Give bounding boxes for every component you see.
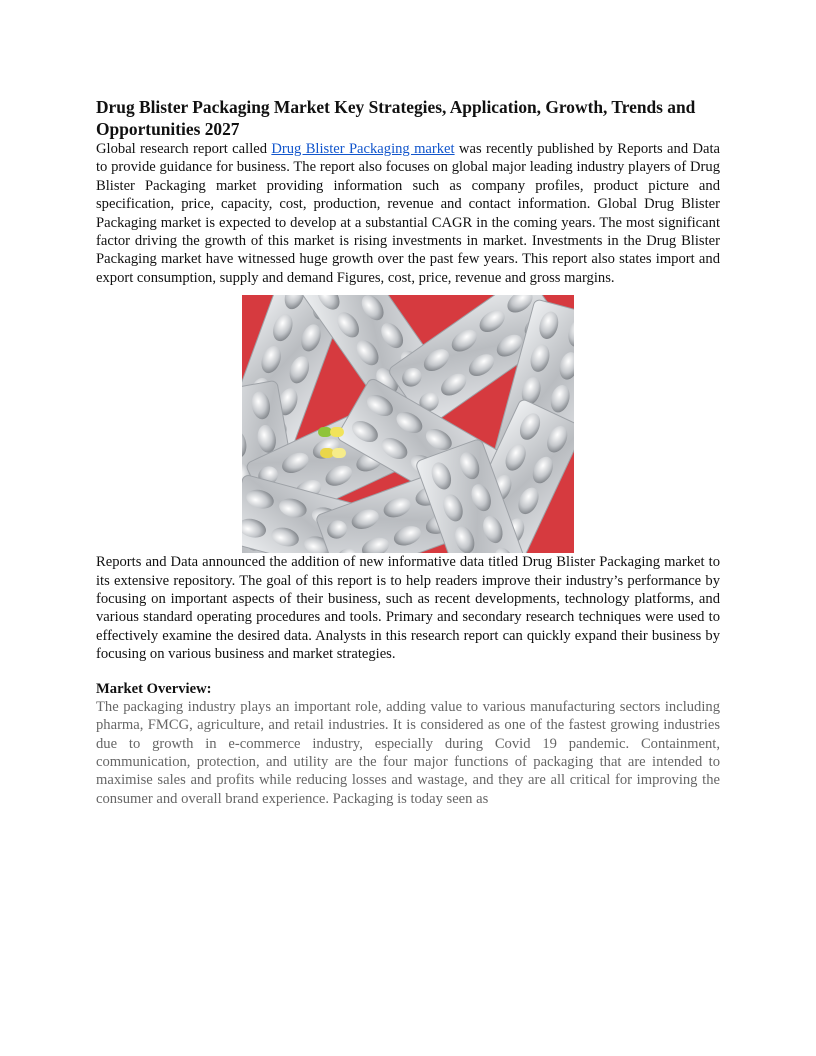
- announcement-paragraph: Reports and Data announced the addition of new informative data titled Drug Blister Packaging market to its extensive repository. The goal of this report is to help readers improve their industry’s performance by focusing on important aspects of their business, such as recent developments, technology platforms, and various standard operating procedures and tools. Primary and secondary research techniques were used to effectively examine the desired data. Analysts in this research report can quickly expand their business by focusing on various business and market strategies.: [96, 554, 720, 663]
- document-page: [96, 96, 720, 808]
- market-report-link[interactable]: Drug Blister Packaging market: [271, 141, 455, 157]
- market-overview-paragraph: The packaging industry plays an important role, adding value to various manufacturing sectors including pharma, FMCG, agriculture, and retail industries. It is considered as one of the fastest growing industries due to growth in e-commerce industry, especially during Covid 19 pandemic. Containment, communication, protection, and utility are the four major functions of packaging that are intended to maximise sales and profits while reducing losses and wastage, and they are all critical for improving the consumer and overall brand experience. Packaging is today seen as: [96, 698, 720, 807]
- market-overview-heading: Market Overview:: [96, 680, 212, 697]
- blister-pack-photo: [242, 295, 574, 553]
- intro-text-before-link: Global research report called: [96, 141, 272, 157]
- intro-paragraph: [96, 140, 720, 287]
- intro-text-after-link: was recently published by Reports and Data to provide guidance for business. The report also focuses on global major leading industry players of Drug Blister Packaging market providing information such as company profiles, product picture and specification, price, capacity, cost, production, revenue and contact information. Global Drug Blister Packaging market is expected to develop at a substantial CAGR in the coming years. The most significant factor driving the growth of this market is rising investments in market. Investments in the Drug Blister Packaging market have witnessed huge growth over the past few years. This report also states import and export consumption, supply and demand Figures, cost, price, revenue and gross margins.: [96, 141, 720, 286]
- article-title: Drug Blister Packaging Market Key Strategies, Application, Growth, Trends and Opportunities 2027: [96, 97, 696, 139]
